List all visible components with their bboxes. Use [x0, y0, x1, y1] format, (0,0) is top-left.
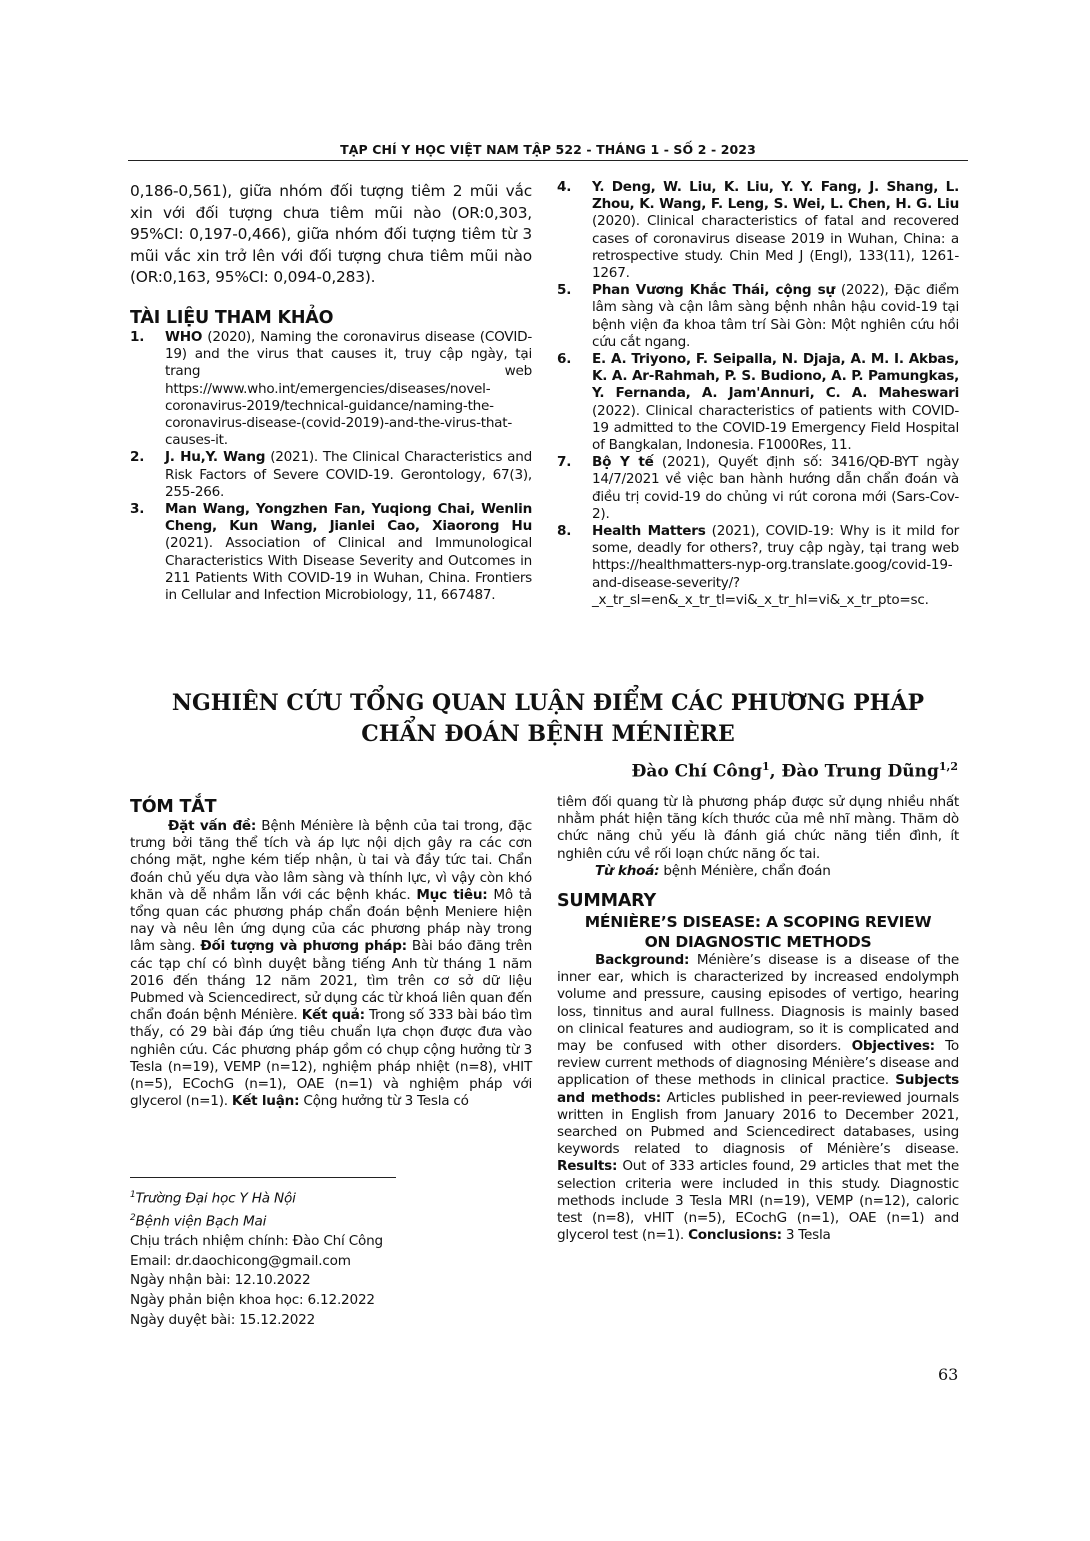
bold-label: Phan Vương Khắc Thái, cộng sự — [592, 282, 835, 299]
reference-number: 2. — [130, 449, 145, 466]
bold-label: WHO — [165, 328, 203, 345]
keywords — [557, 863, 959, 880]
bold-label: Kết quả: — [301, 1007, 365, 1024]
summary-title-line1: MÉNIÈRE’S DISEASE: A SCOPING REVIEW — [584, 913, 932, 932]
authors — [631, 760, 958, 782]
text-run: Trong số 333 bài báo tìm thấy, có 29 bài đáp ứng tiêu chuẩn lựa chọn được đưa vào nghiên cứu. Các phương pháp gồm có chụp cộng hưởng từ 3 Tesla (n=19), VEMP (n=12), nghiệm pháp nhiệt (n=8), vHIT (n=5), ECochG (n=1), OAE (n=1) và nghiệm pháp với glycerol (n=1). — [130, 1007, 532, 1110]
bold-label: Health Matters — [592, 523, 706, 540]
abstract-vi-continued — [557, 794, 959, 863]
text-run: Mô tả tổng quan các phương pháp chẩn đoán bệnh Meniere hiện nay và nêu lên ứng dụng của các phương pháp này trong lâm sàng. — [130, 886, 532, 955]
header-rule — [128, 160, 968, 161]
reference-text — [592, 523, 959, 609]
bold-label: Đặt vấn đề: — [168, 818, 257, 834]
affiliation-text: Trường Đại học Y Hà Nội — [135, 1190, 296, 1207]
reference-item — [557, 179, 959, 282]
author-name: Đào Chí Công — [631, 761, 762, 782]
reference-number: 5. — [557, 282, 572, 299]
text-run: Bệnh Ménière là bệnh của tai trong, đặc trưng bởi tăng thể tích và áp lực nội dịch gây ra các cơn chóng mặt, nghe kém tiếp nhận, ù tai và đầy tức tai. Chẩn đoán chủ yếu dựa vào lâm sàng và thính lực, vì vậy còn khó khăn và dễ nhầm lẫn với các bệnh khác. — [130, 818, 532, 903]
abstract-heading: TÓM TẮT — [130, 797, 217, 817]
reference-text — [165, 449, 532, 501]
accepted-date: Ngày duyệt bài: 15.12.2022 — [130, 1311, 316, 1328]
reference-item — [130, 449, 532, 501]
bold-label: Subjects and methods: — [557, 1072, 959, 1106]
text-run: To review current methods of diagnosing Ménière’s disease and application of these methods in clinical practice. — [557, 1038, 959, 1089]
text-run: (2021). The Clinical Characteristics and Risk Factors of Severe COVID-19. Gerontology, 67(3), 255-266. — [165, 449, 532, 500]
article-title-line1: NGHIÊN CỨU TỔNG QUAN LUẬN ĐIỂM CÁC PHƯƠNG PHÁP — [171, 690, 925, 716]
bold-label: Bộ Y tế — [592, 454, 654, 471]
bold-label: E. A. Triyono, F. Seipalla, N. Djaja, A. M. I. Akbas, K. A. Ar-Rahmah, P. S. Budiono, A. P. Pamungkas, Y. Fernanda, A. Jam'Annuri, C. A. Maheswari — [592, 351, 959, 402]
references-list-left — [130, 329, 532, 604]
page-number: 63 — [938, 1365, 959, 1384]
reference-text — [592, 351, 959, 454]
corresponding-author: Chịu trách nhiệm chính: Đào Chí Công — [130, 1233, 383, 1250]
text-run: (2022). Clinical characteristics of patients with COVID-19 admitted to the COVID-19 Emergency Field Hospital of Bangkalan, Indonesia. F1000Res, 11. — [592, 402, 959, 454]
reference-number: 7. — [557, 454, 572, 471]
left-column-top — [130, 181, 532, 604]
abstract-vi — [130, 818, 532, 1110]
bold-label: Mục tiêu: — [416, 886, 488, 903]
affiliation-marker: 1 — [130, 1190, 136, 1200]
summary-title — [557, 912, 959, 952]
text-run: (2021), Quyết định số: 3416/QĐ-BYT ngày 14/7/2021 về việc ban hành hướng dẫn chẩn đoán và điều trị covid-19 do chủng vi rút corona mới (Sars-Cov-2). — [592, 454, 959, 522]
summary-title-line2: ON DIAGNOSTIC METHODS — [644, 933, 872, 952]
affiliation-marker: 2 — [130, 1213, 136, 1224]
author-separator: , — [769, 761, 782, 782]
reference-number: 8. — [557, 523, 572, 540]
journal-header: TẠP CHÍ Y HỌC VIỆT NAM TẬP 522 - THÁNG 1 - SỐ 2 - 2023 — [340, 142, 756, 157]
bold-label: Kết luận: — [231, 1093, 300, 1110]
abstract-en — [557, 952, 959, 1244]
bold-label: Y. Deng, W. Liu, K. Liu, Y. Y. Fang, J. Shang, L. Zhou, K. Wang, F. Leng, S. Wei, L. Chen, H. G. Liu — [592, 179, 959, 213]
reference-item — [130, 329, 532, 449]
article-title — [128, 688, 968, 750]
bold-label: Đối tượng và phương pháp: — [200, 938, 407, 955]
text-run: bệnh Ménière, chẩn đoán — [659, 862, 831, 879]
bold-label: J. Hu,Y. Wang — [165, 449, 266, 466]
references-heading: TÀI LIỆU THAM KHẢO — [130, 307, 334, 328]
author-affiliation: 1,2 — [938, 760, 958, 773]
right-column-top — [557, 179, 959, 609]
article-title-line2: CHẨN ĐOÁN BỆNH MÉNIÈRE — [361, 721, 735, 747]
bold-label: Results: — [557, 1158, 618, 1175]
affiliation-text: Bệnh viện Bạch Mai — [135, 1213, 267, 1230]
affiliation-2 — [130, 1209, 383, 1232]
reference-number: 4. — [557, 179, 572, 195]
reference-item — [557, 282, 959, 351]
reference-item — [130, 501, 532, 604]
author-affiliation: 1 — [761, 760, 770, 773]
text-run: Ménière’s disease is a disease of the inner ear, which is characterized by increased endolymph volume and pressure, causing episodes of vertigo, hearing loss, tinnitus and aural fullness. Diagnosis is mainly based on clinical features and audiogram, so it is complicated and may be confused with other disorders. — [557, 952, 959, 1055]
reference-item — [557, 523, 959, 609]
abstract-vi-column — [130, 796, 532, 1110]
bold-label: Từ khoá: — [595, 862, 660, 879]
reference-item — [557, 351, 959, 454]
text-run: 0,186-0,561), giữa nhóm đối tượng tiêm 2 mũi vắc xin với đối tượng chưa tiêm mũi nào (OR:0,303, 95%CI: 0,197-0,466), giữa nhóm đối tượng tiêm từ 3 mũi vắc xin trở lên với đối tượng chưa tiêm mũi nào (OR:0,163, 95%CI: 0,094-0,283). — [130, 182, 532, 287]
text-run: Out of 333 articles found, 29 articles that met the selection criteria were included in this study. Diagnostic methods include 3 Tesla MRI (n=19), VEMP (n=12), caloric test (n=8), vHIT (n=5), ECochG (n=1), OAE (n=1) and glycerol test (n=1). — [557, 1158, 959, 1244]
reference-text — [592, 454, 959, 523]
email: Email: dr.daochicong@gmail.com — [130, 1252, 351, 1269]
reference-text — [592, 282, 959, 351]
text-run: (2021). Association of Clinical and Immunological Characteristics With Disease Severity and Outcomes in 211 Patients With COVID-19 in Wuhan, China. Frontiers in Cellular and Infection Microbiology, 11, 667487. — [165, 535, 532, 604]
reference-item — [557, 454, 959, 523]
text-run: Bài báo đăng trên các tạp chí có bình duyệt bằng tiếng Anh từ tháng 1 năm 2016 đến tháng 12 năm 2021, tìm trên cơ sở dữ liệu Pubmed và Sciencedirect, sử dụng các từ khoá liên quan đến chẩn đoán bệnh Ménière. — [130, 938, 532, 1024]
text-run: (2020). Clinical characteristics of fatal and recovered cases of coronavirus disease 2019 in Wuhan, China: a retrospective study. Chin Med J (Engl), 133(11), 1261-1267. — [592, 213, 959, 282]
text-run: Cộng hưởng từ 3 Tesla có — [299, 1093, 469, 1110]
text-run: Articles published in peer-reviewed journals written in English from January 2016 to December 2021, searched on Pubmed and Sciencedirect databases, using keywords related to diagnosis of Ménière’s disease. — [557, 1089, 959, 1158]
reference-number: 1. — [130, 328, 145, 345]
reference-text — [592, 179, 959, 282]
footnotes — [130, 1186, 383, 1330]
review-date: Ngày phản biện khoa học: 6.12.2022 — [130, 1292, 375, 1309]
author-name: Đào Trung Dũng — [781, 761, 939, 782]
reference-number: 3. — [130, 501, 145, 517]
bold-label: Objectives: — [851, 1038, 935, 1055]
footnote-rule — [130, 1177, 396, 1178]
affiliation-1 — [130, 1186, 383, 1209]
prev-article-conclusion — [130, 181, 532, 289]
summary-heading: SUMMARY — [557, 891, 656, 912]
reference-text — [165, 329, 532, 449]
bold-label: Background: — [595, 952, 690, 969]
references-list-right — [557, 179, 959, 609]
text-run: tiêm đối quang từ là phương pháp được sử dụng nhiều nhất nhằm phát hiện tăng kích thước của mê nhĩ màng. Thăm dò chức năng chủ yếu là đánh giá chức năng tiền đình, ít nghiên cứu về rối loạn chức năng ốc tai. — [557, 794, 959, 862]
bold-label: Conclusions: — [688, 1227, 782, 1244]
text-run: 3 Tesla — [781, 1227, 831, 1244]
reference-text — [165, 501, 532, 604]
bold-label: Man Wang, Yongzhen Fan, Yuqiong Chai, Wenlin Cheng, Kun Wang, Jianlei Cao, Xiaorong Hu — [165, 501, 532, 535]
text-run: (2022), Đặc điểm lâm sàng và cận lâm sàng bệnh nhân hậu covid-19 tại bệnh viện đa khoa tâm trí Sài Gòn: Một nghiên cứu hồi cứu cắt ngang. — [592, 282, 959, 350]
received-date: Ngày nhận bài: 12.10.2022 — [130, 1272, 311, 1289]
text-run: (2020), Naming the coronavirus disease (COVID-19) and the virus that causes it, truy cập ngày, tại trang web https://www.who.int/emergencies/diseases/novel-coronavirus-2019/technical-guidance/naming-the-coronavirus-disease-(covid-2019)-and-the-virus-that-causes-it. — [165, 328, 532, 449]
reference-number: 6. — [557, 351, 572, 368]
abstract-right-column — [557, 794, 959, 1244]
text-run: (2021), COVID-19: Why is it mild for some, deadly for others?, truy cập ngày, tại trang web https://healthmatters-nyp-org.translate.goog/covid-19-and-disease-severity/?_x_tr_sl=en&_x_tr_tl=vi&_x_tr_hl=vi&_x_tr_pto=sc. — [592, 523, 959, 608]
